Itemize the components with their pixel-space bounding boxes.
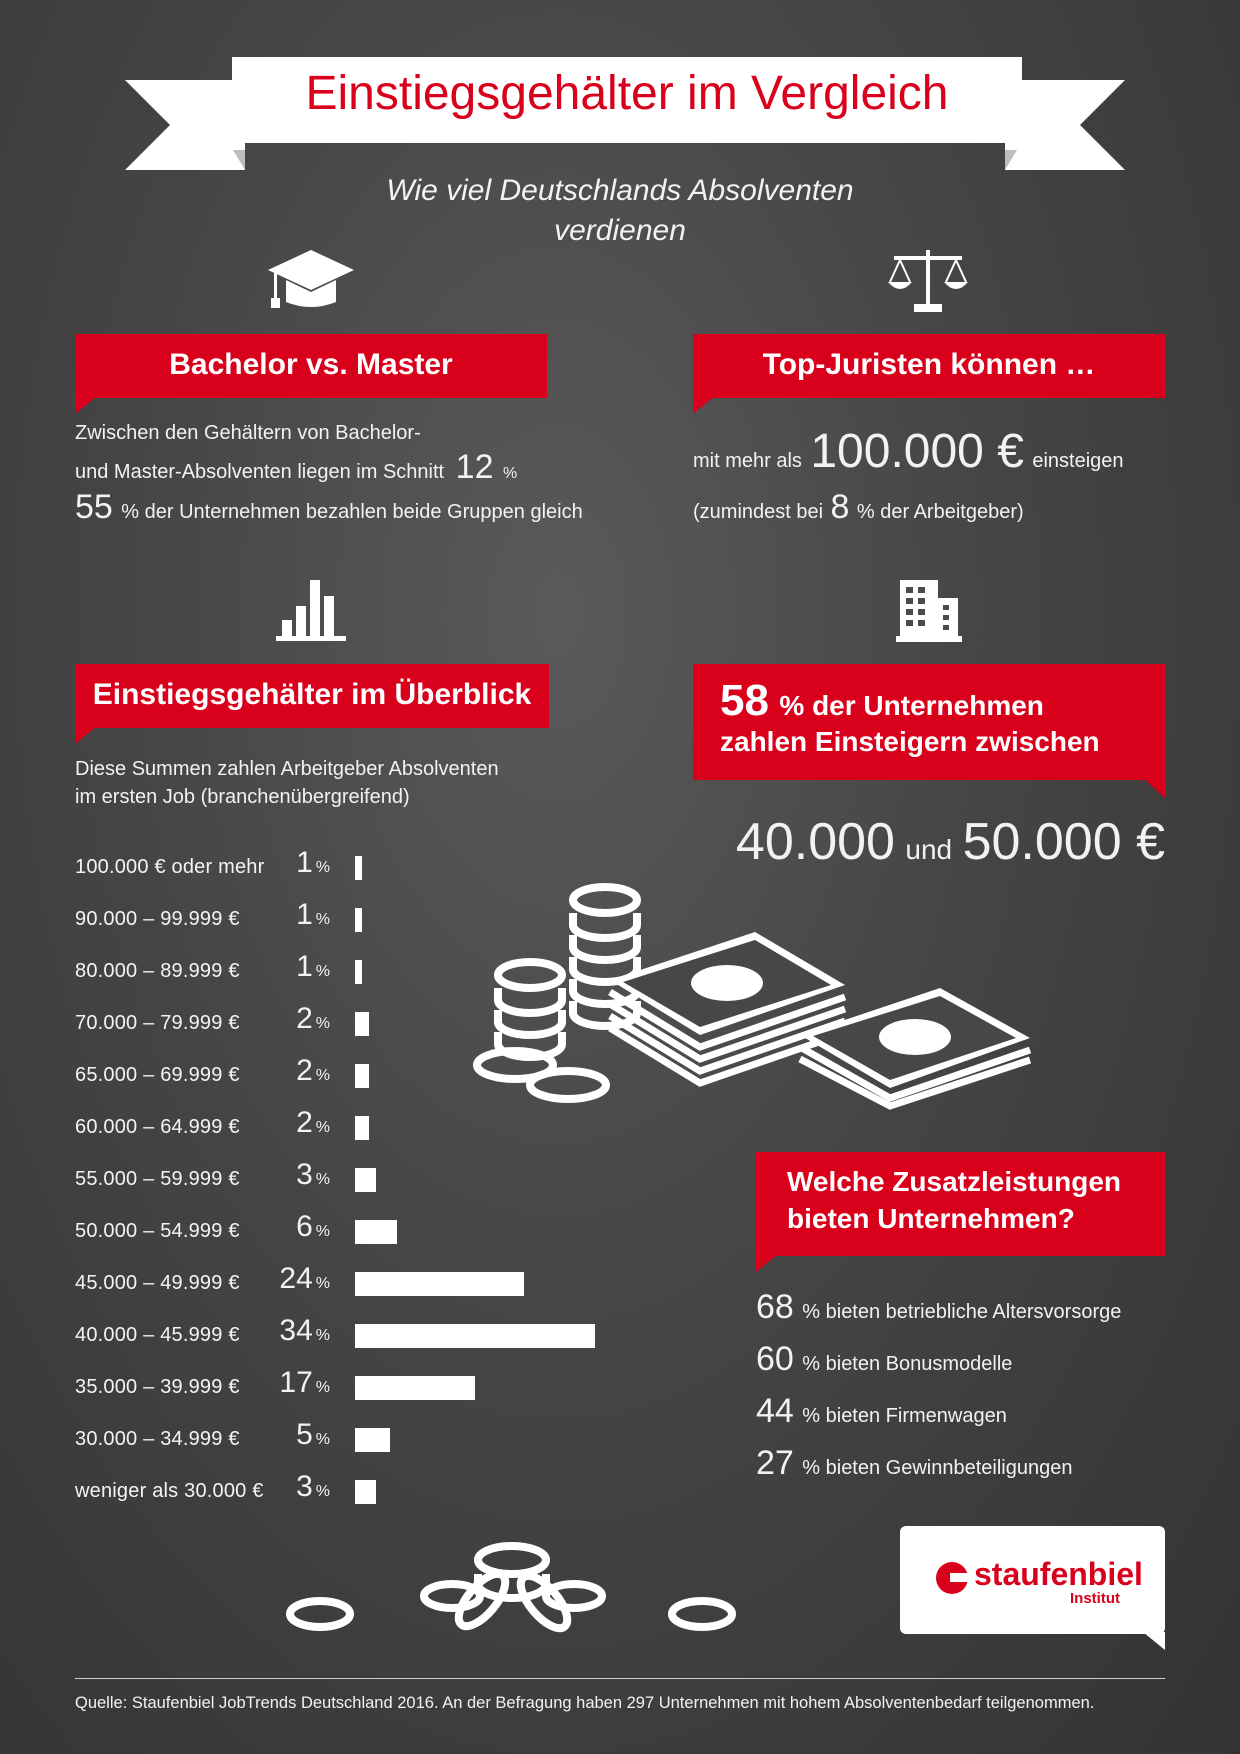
overview-desc-line1: Diese Summen zahlen Arbeitgeber Absolventen	[75, 758, 499, 780]
salary-percent-value: 34	[279, 1314, 313, 1347]
bachelor-box-tail	[75, 396, 97, 414]
salary-bar	[355, 1168, 376, 1192]
salary-percent-value: 1	[296, 846, 313, 879]
range-line1	[720, 676, 1044, 726]
salary-percent	[270, 1366, 330, 1400]
juristen-suffix: einsteigen	[1032, 450, 1124, 472]
benefit-item	[756, 1288, 1121, 1327]
bar-chart-icon	[276, 576, 346, 642]
salary-percent	[270, 1418, 330, 1452]
salary-percent-unit: %	[315, 911, 330, 928]
salary-percent	[270, 1470, 330, 1504]
office-building-icon	[896, 578, 962, 642]
benefit-item	[756, 1444, 1072, 1483]
salary-bar	[355, 1064, 369, 1088]
page-subtitle-line2: verdienen	[554, 214, 686, 247]
logo-box-tail	[1143, 1632, 1165, 1650]
overview-box-tail	[75, 726, 97, 744]
salary-percent-value: 5	[296, 1418, 313, 1451]
salary-percent-unit: %	[315, 1015, 330, 1032]
graduation-cap-icon	[266, 246, 356, 316]
footer-source: Quelle: Staufenbiel JobTrends Deutschland 2016. An der Befragung haben 297 Unternehmen mit hohem Absolventenbedarf teilgenommen.	[75, 1694, 1095, 1712]
range-conj: und	[905, 834, 953, 865]
salary-percent	[270, 898, 330, 932]
salary-percent	[270, 1054, 330, 1088]
juristen-line2-suffix: % der Arbeitgeber)	[856, 501, 1024, 523]
salary-percent	[270, 1106, 330, 1140]
salary-percent	[270, 1314, 330, 1348]
logo-sub: Institut	[1070, 1590, 1120, 1607]
benefit-text: % bieten Firmenwagen	[802, 1405, 1007, 1427]
salary-range-label: 80.000 – 89.999 €	[75, 960, 240, 982]
juristen-box-tail	[693, 396, 715, 414]
salary-percent-unit: %	[315, 1275, 330, 1292]
salary-bar	[355, 908, 362, 932]
bachelor-text-line1: Zwischen den Gehältern von Bachelor-	[75, 422, 421, 444]
salary-percent-unit: %	[315, 1067, 330, 1084]
juristen-amount: 100.000 €	[810, 425, 1024, 478]
salary-range-label: 55.000 – 59.999 €	[75, 1168, 240, 1190]
benefits-heading-line2: bieten Unternehmen?	[787, 1203, 1075, 1234]
benefit-text: % bieten Gewinnbeteiligungen	[802, 1457, 1073, 1479]
salary-range-label: 65.000 – 69.999 €	[75, 1064, 240, 1086]
salary-bar	[355, 1116, 369, 1140]
bachelor-text-line2-label: und Master-Absolventen liegen im Schnitt	[75, 461, 445, 483]
benefit-item	[756, 1392, 1007, 1431]
footer-divider	[75, 1678, 1165, 1679]
bachelor-diff-unit: %	[503, 465, 518, 482]
salary-percent-unit: %	[315, 1483, 330, 1500]
range-box-tail	[1143, 778, 1165, 798]
range-value: 58	[720, 676, 769, 725]
salary-percent-unit: %	[315, 859, 330, 876]
salary-percent-unit: %	[315, 1171, 330, 1188]
salary-bar	[355, 1428, 390, 1452]
benefit-text: % bieten betriebliche Altersvorsorge	[802, 1301, 1122, 1323]
salary-bar	[355, 1376, 475, 1400]
range-low: 40.000	[735, 813, 895, 871]
bachelor-text-line2	[75, 448, 517, 487]
range-amounts	[730, 812, 1165, 872]
salary-percent	[270, 1002, 330, 1036]
range-line2: zahlen Einsteigern zwischen	[720, 726, 1100, 757]
salary-percent-value: 1	[296, 950, 313, 983]
salary-percent-unit: %	[315, 1379, 330, 1396]
juristen-line2	[693, 488, 1024, 527]
scales-icon	[888, 246, 968, 316]
salary-bar	[355, 960, 362, 984]
bachelor-equal-text: % der Unternehmen bezahlen beide Gruppen gleich	[121, 501, 583, 523]
benefit-text: % bieten Bonusmodelle	[802, 1353, 1013, 1375]
juristen-prefix: mit mehr als	[693, 450, 802, 472]
salary-bar	[355, 1272, 524, 1296]
overview-heading: Einstiegsgehälter im Überblick	[92, 678, 532, 711]
salary-bar	[355, 1012, 369, 1036]
salary-range-label: 45.000 – 49.999 €	[75, 1272, 240, 1294]
range-line1-rest: % der Unternehmen	[779, 690, 1044, 721]
salary-range-label: 90.000 – 99.999 €	[75, 908, 240, 930]
salary-percent	[270, 1158, 330, 1192]
salary-percent-value: 3	[296, 1470, 313, 1503]
salary-percent-value: 2	[296, 1106, 313, 1139]
salary-bar	[355, 1324, 595, 1348]
salary-percent-unit: %	[315, 1119, 330, 1136]
benefit-value: 44	[756, 1392, 794, 1430]
salary-percent-unit: %	[315, 1327, 330, 1344]
salary-percent-value: 1	[296, 898, 313, 931]
juristen-line1	[693, 424, 1124, 479]
juristen-line2-prefix: (zumindest bei	[693, 501, 824, 523]
salary-percent-unit: %	[315, 963, 330, 980]
bachelor-diff-value: 12	[455, 448, 494, 486]
staufenbiel-logo-icon	[934, 1560, 976, 1596]
salary-percent-unit: %	[315, 1431, 330, 1448]
benefits-heading-line1: Welche Zusatzleistungen	[787, 1166, 1121, 1197]
benefit-value: 68	[756, 1288, 794, 1326]
benefits-box-tail	[756, 1254, 778, 1272]
salary-percent	[270, 950, 330, 984]
bachelor-equal-line	[75, 488, 583, 527]
coins-icon	[282, 1530, 742, 1640]
salary-range-label: 50.000 – 54.999 €	[75, 1220, 240, 1242]
page-title: Einstiegsgehälter im Vergleich	[305, 67, 949, 120]
benefit-item	[756, 1340, 1012, 1379]
money-stack-icon	[465, 870, 1035, 1110]
salary-percent-value: 2	[296, 1002, 313, 1035]
benefit-value: 60	[756, 1340, 794, 1378]
salary-percent-value: 2	[296, 1054, 313, 1087]
salary-range-label: 60.000 – 64.999 €	[75, 1116, 240, 1138]
salary-percent-value: 3	[296, 1158, 313, 1191]
salary-percent-unit: %	[315, 1223, 330, 1240]
overview-desc-line2: im ersten Job (branchenübergreifend)	[75, 786, 410, 808]
bachelor-heading: Bachelor vs. Master	[169, 348, 453, 381]
salary-range-label: 40.000 – 45.999 €	[75, 1324, 240, 1346]
salary-percent	[270, 846, 330, 880]
salary-percent-value: 24	[279, 1262, 313, 1295]
salary-percent	[270, 1210, 330, 1244]
salary-percent	[270, 1262, 330, 1296]
salary-bar	[355, 1480, 376, 1504]
logo-name: staufenbiel	[974, 1556, 1143, 1592]
juristen-heading: Top-Juristen können …	[762, 348, 1096, 381]
salary-range-label: 30.000 – 34.999 €	[75, 1428, 240, 1450]
salary-percent-value: 6	[296, 1210, 313, 1243]
range-high: 50.000 €	[962, 813, 1165, 871]
salary-bar	[355, 856, 362, 880]
page-subtitle-line1: Wie viel Deutschlands Absolventen	[386, 174, 854, 207]
benefit-value: 27	[756, 1444, 794, 1482]
juristen-line2-value: 8	[830, 488, 850, 526]
salary-range-label: 100.000 € oder mehr	[75, 856, 265, 878]
salary-range-label: weniger als 30.000 €	[75, 1480, 264, 1502]
salary-range-label: 35.000 – 39.999 €	[75, 1376, 240, 1398]
salary-bar	[355, 1220, 397, 1244]
salary-percent-value: 17	[279, 1366, 313, 1399]
salary-range-label: 70.000 – 79.999 €	[75, 1012, 240, 1034]
bachelor-equal-value: 55	[75, 488, 113, 526]
